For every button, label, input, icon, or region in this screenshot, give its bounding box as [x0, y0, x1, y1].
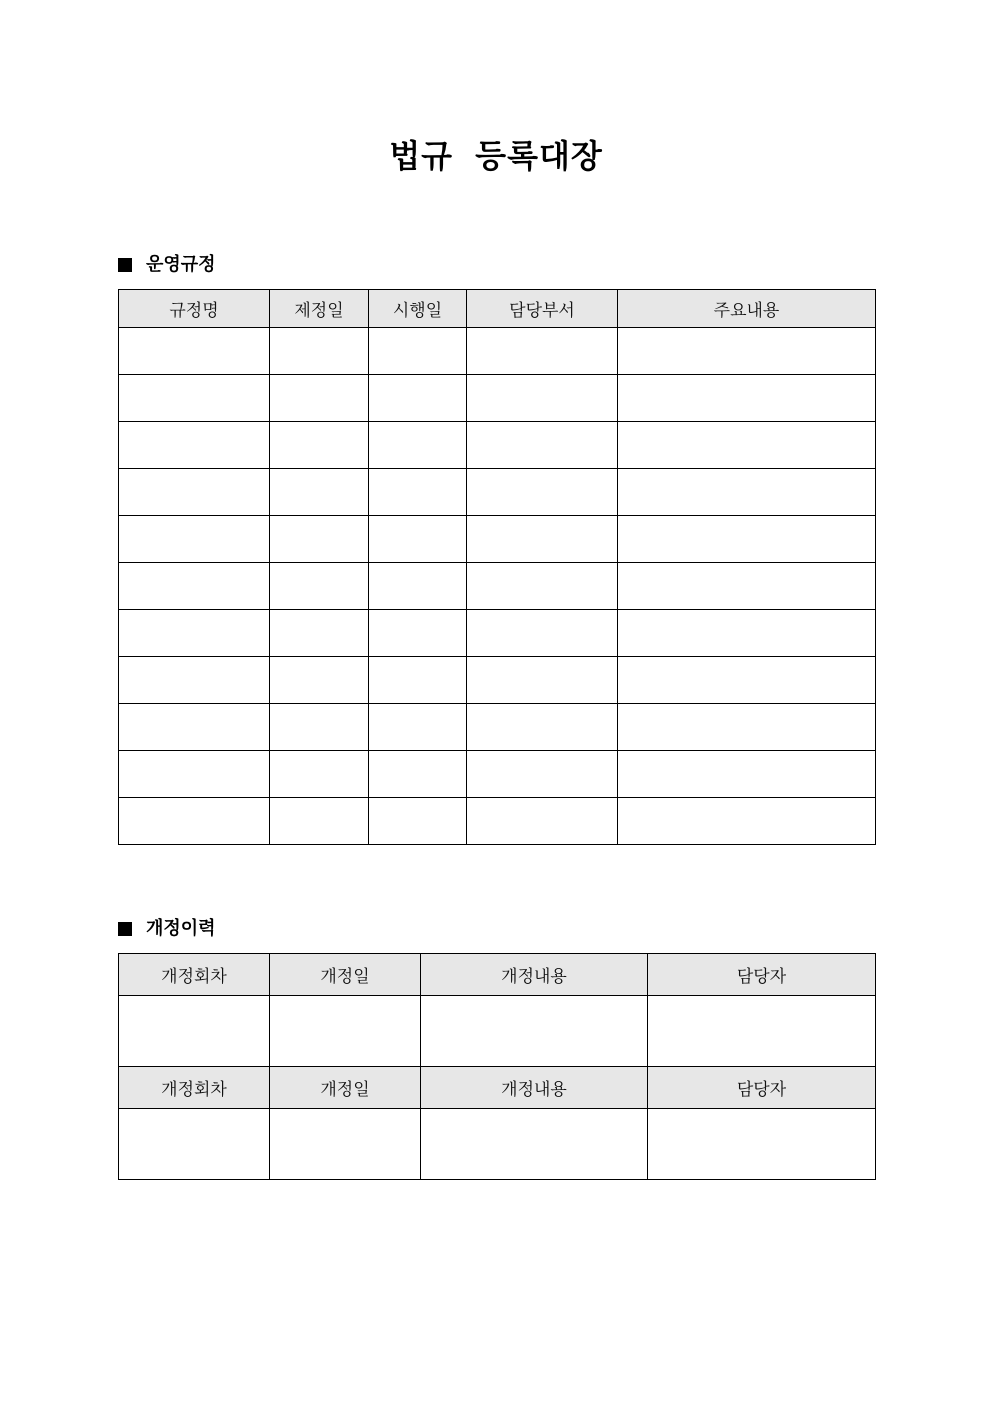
- table-cell[interactable]: [270, 375, 369, 422]
- column-header-person-in-charge: 담당자: [648, 1067, 876, 1109]
- table-cell[interactable]: [270, 704, 369, 751]
- table-cell[interactable]: [618, 375, 876, 422]
- table-cell[interactable]: [369, 751, 467, 798]
- table-cell[interactable]: [369, 798, 467, 845]
- table-cell[interactable]: [270, 516, 369, 563]
- table-header-row: [119, 1067, 876, 1109]
- table-row: [119, 516, 876, 563]
- table-cell[interactable]: [270, 469, 369, 516]
- column-header-main-content: 주요내용: [618, 290, 876, 328]
- table-row: [119, 422, 876, 469]
- table-row: [119, 469, 876, 516]
- table-cell[interactable]: [618, 704, 876, 751]
- table-cell[interactable]: [270, 563, 369, 610]
- table-row: [119, 328, 876, 375]
- table-cell[interactable]: [369, 563, 467, 610]
- table-cell[interactable]: [270, 798, 369, 845]
- column-header-regulation-name: 규정명: [119, 290, 270, 328]
- column-header-revision-number: 개정회차: [119, 954, 270, 996]
- table-cell[interactable]: [119, 996, 270, 1067]
- section-heading-label: 개정이력: [146, 918, 216, 939]
- table-cell[interactable]: [369, 610, 467, 657]
- table-cell[interactable]: [467, 516, 618, 563]
- table-cell[interactable]: [467, 751, 618, 798]
- table-cell[interactable]: [467, 328, 618, 375]
- table-header-row: [119, 290, 876, 328]
- column-header-revision-content: 개정내용: [421, 954, 648, 996]
- table-cell[interactable]: [119, 563, 270, 610]
- column-header-revision-date: 개정일: [270, 954, 421, 996]
- table-cell[interactable]: [467, 704, 618, 751]
- table-cell[interactable]: [119, 657, 270, 704]
- column-header-revision-number: 개정회차: [119, 1067, 270, 1109]
- table-row: [119, 375, 876, 422]
- table-cell[interactable]: [467, 563, 618, 610]
- table-cell[interactable]: [369, 516, 467, 563]
- table-cell[interactable]: [618, 422, 876, 469]
- column-header-effective-date: 시행일: [369, 290, 467, 328]
- table-cell[interactable]: [119, 610, 270, 657]
- table-row: [119, 657, 876, 704]
- column-header-department: 담당부서: [467, 290, 618, 328]
- table-cell[interactable]: [369, 375, 467, 422]
- table-cell[interactable]: [467, 469, 618, 516]
- table-cell[interactable]: [618, 751, 876, 798]
- table-cell[interactable]: [119, 751, 270, 798]
- table-cell[interactable]: [648, 996, 876, 1067]
- table-cell[interactable]: [618, 328, 876, 375]
- table-cell[interactable]: [119, 704, 270, 751]
- table-cell[interactable]: [270, 328, 369, 375]
- table-cell[interactable]: [369, 422, 467, 469]
- table-row: [119, 704, 876, 751]
- section-heading-label: 운영규정: [146, 254, 216, 275]
- table-cell[interactable]: [270, 422, 369, 469]
- table-cell[interactable]: [618, 563, 876, 610]
- table-row: [119, 610, 876, 657]
- page-title: 법규 등록대장: [389, 137, 603, 175]
- table-cell[interactable]: [270, 996, 421, 1067]
- table-cell[interactable]: [119, 422, 270, 469]
- table-cell[interactable]: [369, 469, 467, 516]
- column-header-revision-date: 개정일: [270, 1067, 421, 1109]
- table-cell[interactable]: [270, 1109, 421, 1180]
- table-cell[interactable]: [369, 328, 467, 375]
- table-cell[interactable]: [119, 375, 270, 422]
- table-cell[interactable]: [421, 996, 648, 1067]
- table-cell[interactable]: [270, 610, 369, 657]
- table-row: [119, 563, 876, 610]
- table-cell[interactable]: [119, 469, 270, 516]
- table-cell[interactable]: [270, 657, 369, 704]
- table-cell[interactable]: [119, 798, 270, 845]
- table-cell[interactable]: [618, 516, 876, 563]
- table-cell[interactable]: [467, 798, 618, 845]
- table-row: [119, 798, 876, 845]
- table-cell[interactable]: [467, 657, 618, 704]
- table-cell[interactable]: [421, 1109, 648, 1180]
- table-cell[interactable]: [467, 610, 618, 657]
- table-row: [119, 996, 876, 1067]
- table-cell[interactable]: [467, 422, 618, 469]
- section-heading-revision-history: [118, 917, 216, 941]
- table-cell[interactable]: [369, 704, 467, 751]
- table-cell[interactable]: [119, 328, 270, 375]
- regulations-table: [118, 289, 876, 845]
- table-cell[interactable]: [270, 751, 369, 798]
- square-bullet-icon: [118, 258, 132, 272]
- column-header-enactment-date: 제정일: [270, 290, 369, 328]
- column-header-person-in-charge: 담당자: [648, 954, 876, 996]
- table-cell[interactable]: [119, 516, 270, 563]
- table-cell[interactable]: [618, 469, 876, 516]
- table-cell[interactable]: [467, 375, 618, 422]
- table-cell[interactable]: [618, 657, 876, 704]
- table-row: [119, 1109, 876, 1180]
- square-bullet-icon: [118, 922, 132, 936]
- table-cell[interactable]: [369, 657, 467, 704]
- table-cell[interactable]: [618, 798, 876, 845]
- table-header-row: [119, 954, 876, 996]
- revision-history-table: [118, 953, 876, 1180]
- table-row: [119, 751, 876, 798]
- table-cell[interactable]: [119, 1109, 270, 1180]
- table-cell[interactable]: [618, 610, 876, 657]
- section-heading-regulations: [118, 253, 216, 277]
- column-header-revision-content: 개정내용: [421, 1067, 648, 1109]
- table-cell[interactable]: [648, 1109, 876, 1180]
